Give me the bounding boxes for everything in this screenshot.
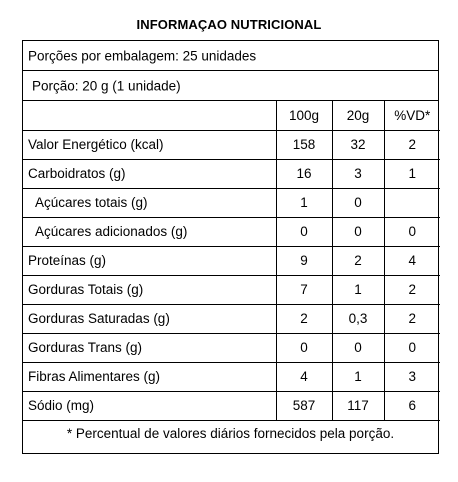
value-20g: 0: [332, 333, 384, 362]
value-100g: 2: [276, 304, 332, 333]
value-100g: 4: [276, 362, 332, 391]
value-20g: 32: [332, 130, 384, 159]
nutrient-label: Gorduras Trans (g): [23, 333, 276, 362]
value-100g: 9: [276, 246, 332, 275]
servings-per-package-text: Porções por embalagem: 25 unidades: [28, 48, 257, 63]
value-100g: 7: [276, 275, 332, 304]
table-row: [23, 130, 440, 159]
value-20g: 117: [332, 391, 384, 420]
value-100g: 1: [276, 188, 332, 217]
value-100g: 0: [276, 333, 332, 362]
footnote: * Percentual de valores diários fornecidos pela porção.: [66, 426, 395, 441]
value-20g: 1: [332, 362, 384, 391]
value-vd: [384, 188, 440, 217]
table-row: [23, 333, 440, 362]
nutrient-label: Valor Energético (kcal): [23, 130, 276, 159]
value-vd: 2: [384, 130, 440, 159]
nutrient-label: Gorduras Saturadas (g): [23, 304, 276, 333]
value-20g: 2: [332, 246, 384, 275]
value-20g: 0,3: [332, 304, 384, 333]
value-100g: 16: [276, 159, 332, 188]
value-vd: 2: [384, 275, 440, 304]
value-vd: 3: [384, 362, 440, 391]
value-20g: 3: [332, 159, 384, 188]
nutrition-title: INFORMAÇAO NUTRICIONAL: [136, 17, 322, 32]
table-row: [23, 188, 440, 217]
nutrient-label: Açúcares totais (g): [23, 188, 276, 217]
nutrient-label: Açúcares adicionados (g): [23, 217, 276, 246]
table-row: [23, 362, 440, 391]
value-20g: 0: [332, 188, 384, 217]
nutrient-label: Proteínas (g): [23, 246, 276, 275]
table-row: [23, 217, 440, 246]
value-20g: 0: [332, 217, 384, 246]
value-vd: 0: [384, 217, 440, 246]
header-label-cell: [23, 101, 276, 130]
value-20g: 1: [332, 275, 384, 304]
value-100g: 0: [276, 217, 332, 246]
nutrient-label: Sódio (mg): [23, 391, 276, 420]
table-row: [23, 159, 440, 188]
table-row: [23, 304, 440, 333]
serving-size-text: Porção: 20 g (1 unidade): [32, 78, 181, 93]
servings-per-package-row: [23, 41, 438, 71]
nutrient-label: Fibras Alimentares (g): [23, 362, 276, 391]
serving-size-row: [23, 71, 438, 101]
nutrient-label: Carboidratos (g): [23, 159, 276, 188]
nutrient-grid: [23, 101, 440, 421]
value-vd: 1: [384, 159, 440, 188]
header-row: [23, 101, 440, 130]
value-vd: 6: [384, 391, 440, 420]
table-row: [23, 246, 440, 275]
table-row: [23, 391, 440, 420]
nutrition-facts-table: [22, 40, 439, 454]
table-row: [23, 275, 440, 304]
header-20g: 20g: [332, 101, 384, 130]
value-vd: 2: [384, 304, 440, 333]
value-vd: 4: [384, 246, 440, 275]
value-100g: 587: [276, 391, 332, 420]
header-100g: 100g: [276, 101, 332, 130]
nutrient-label: Gorduras Totais (g): [23, 275, 276, 304]
value-100g: 158: [276, 130, 332, 159]
header-vd: %VD*: [384, 101, 440, 130]
value-vd: 0: [384, 333, 440, 362]
